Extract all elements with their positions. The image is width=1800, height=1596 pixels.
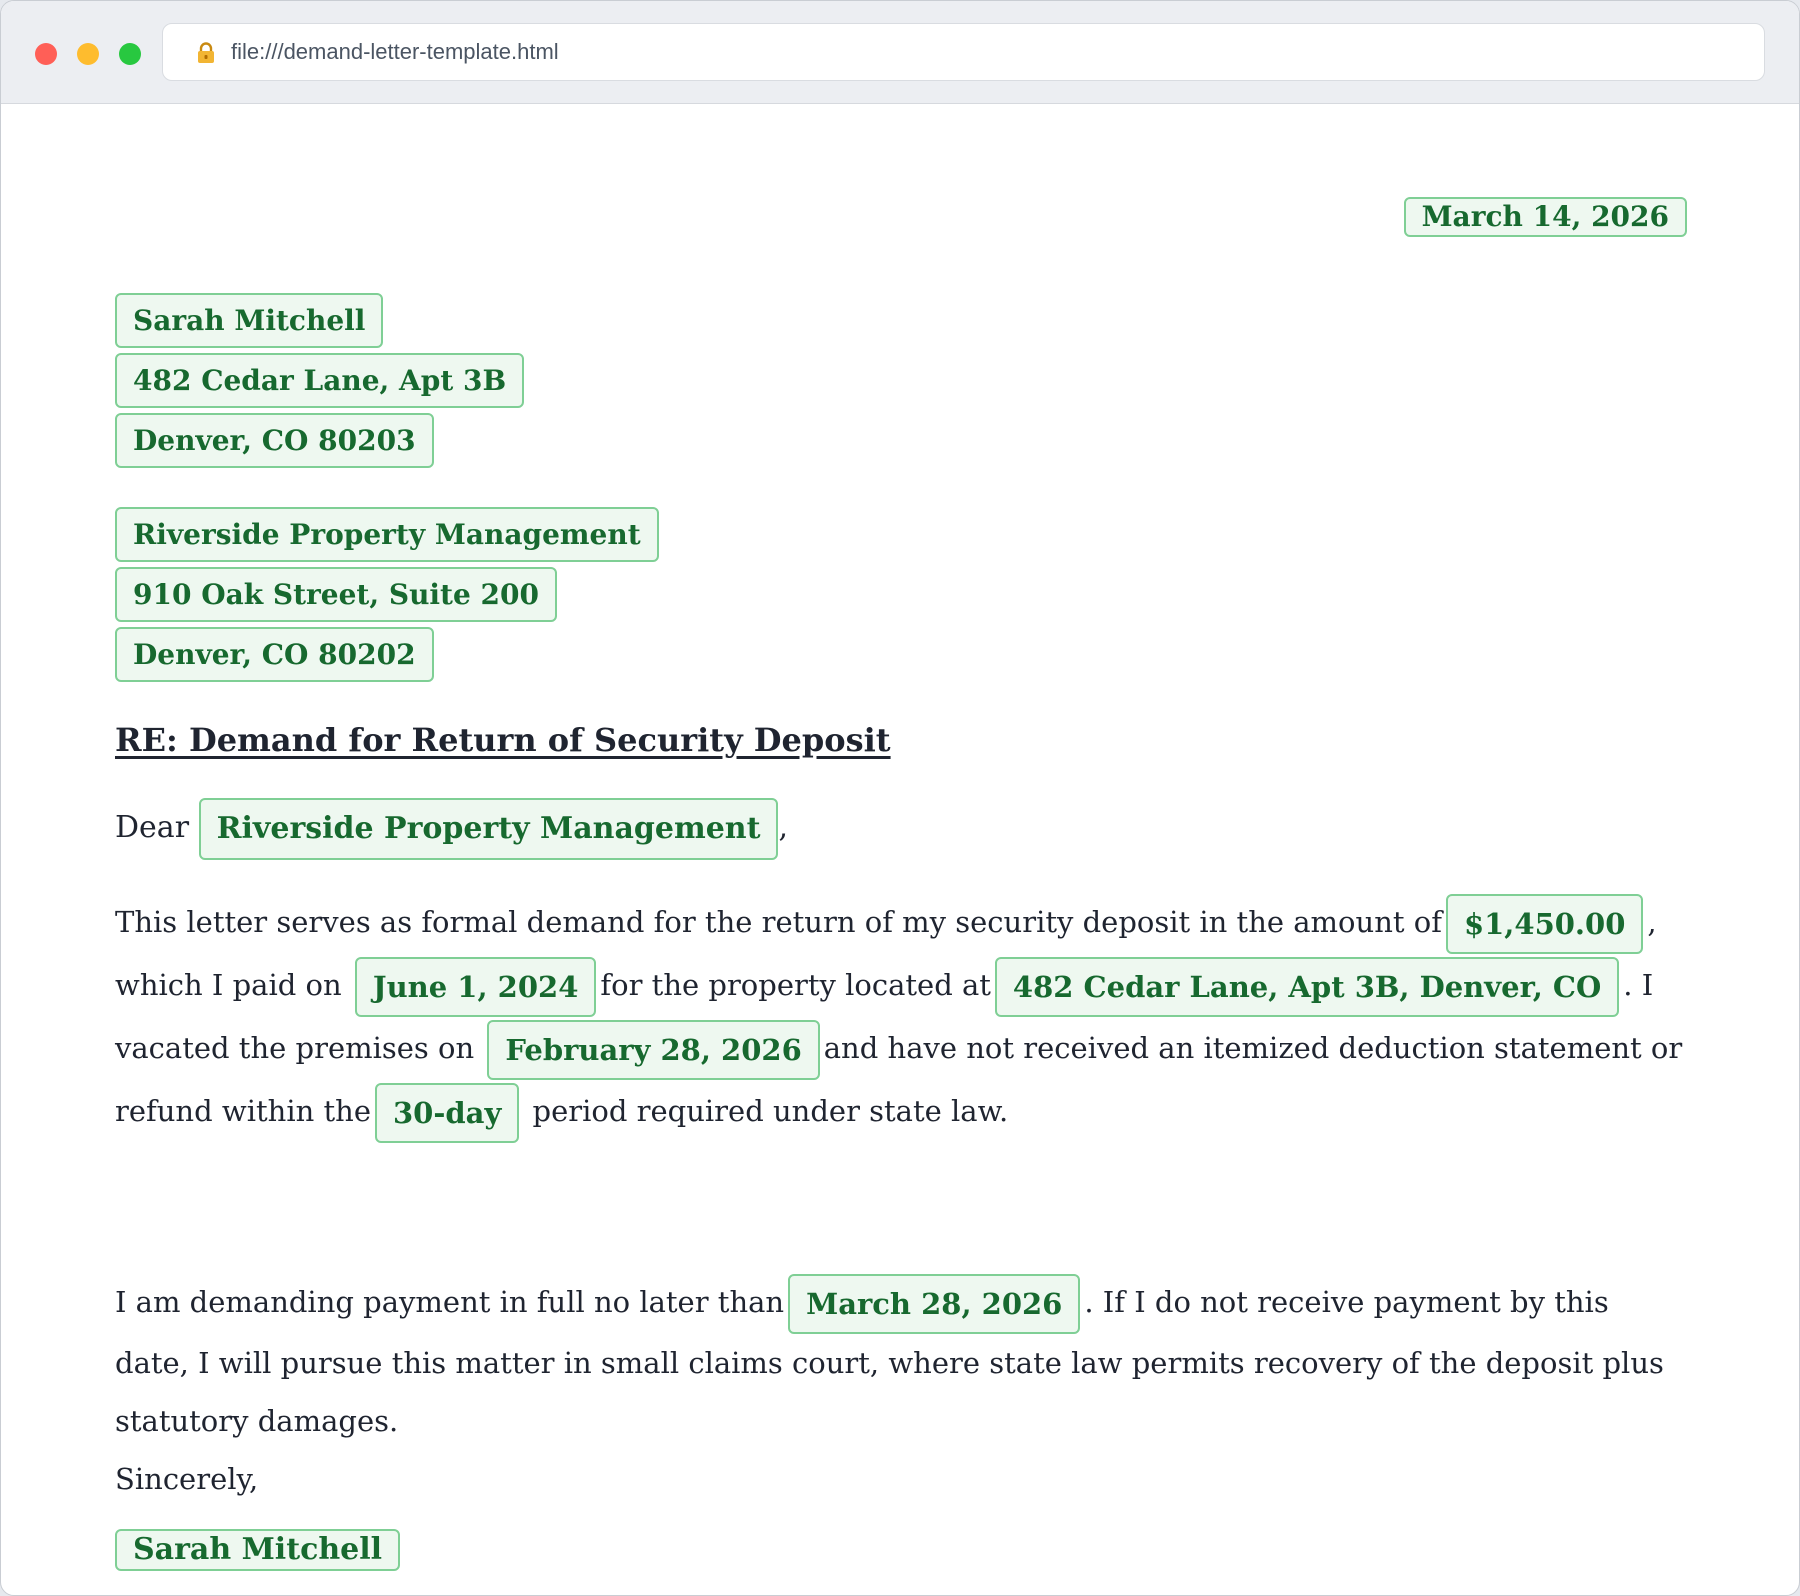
salutation-comma: , xyxy=(778,810,789,845)
maximize-window-button[interactable] xyxy=(119,43,141,65)
recipient-address-line1-field[interactable]: 910 Oak Street, Suite 200 xyxy=(115,567,557,622)
return-period-field[interactable]: 30-day xyxy=(375,1083,519,1143)
body1-text-1: This letter serves as formal demand for the return of my security deposit in the amount of xyxy=(115,905,1442,939)
salutation xyxy=(115,797,788,860)
lock-icon xyxy=(197,42,215,64)
body1-text-6: period required under state law. xyxy=(532,1094,1009,1128)
sender-address-line2-field[interactable]: Denver, CO 80203 xyxy=(115,413,434,468)
sender-address-line1-field[interactable]: 482 Cedar Lane, Apt 3B xyxy=(115,353,524,408)
body-paragraph-2 xyxy=(115,1273,1687,1450)
salutation-name-field[interactable]: Riverside Property Management xyxy=(199,798,779,860)
close-window-button[interactable] xyxy=(35,43,57,65)
letter-date-field[interactable]: March 14, 2026 xyxy=(1404,197,1687,237)
body2-text-2: . If I do not receive payment by this date, I will pursue this matter in small claims court, where state law permits recovery of the deposit plus statutory damages. xyxy=(115,1285,1664,1438)
body1-text-3: for the property located at xyxy=(600,968,991,1002)
vacated-date-field[interactable]: February 28, 2026 xyxy=(487,1020,819,1080)
recipient-name-field[interactable]: Riverside Property Management xyxy=(115,507,659,562)
sender-name-field[interactable]: Sarah Mitchell xyxy=(115,293,383,348)
paid-date-field[interactable]: June 1, 2024 xyxy=(355,957,597,1017)
recipient-address-line2-field[interactable]: Denver, CO 80202 xyxy=(115,627,434,682)
closing: Sincerely, xyxy=(115,1462,259,1496)
body1-text-5: and have not received an itemized deduction statement or refund within the xyxy=(115,1031,1683,1128)
address-bar[interactable] xyxy=(162,23,1765,81)
signature-name-field[interactable]: Sarah Mitchell xyxy=(115,1529,400,1571)
body1-text-4: . I vacated the premises on xyxy=(115,968,1654,1065)
body-paragraph-1 xyxy=(115,891,1687,1143)
property-address-field[interactable]: 482 Cedar Lane, Apt 3B, Denver, CO xyxy=(995,957,1619,1017)
salutation-prefix: Dear xyxy=(115,810,190,845)
browser-titlebar xyxy=(1,1,1799,104)
deposit-amount-field[interactable]: $1,450.00 xyxy=(1446,894,1643,954)
deadline-date-field[interactable]: March 28, 2026 xyxy=(788,1274,1080,1334)
minimize-window-button[interactable] xyxy=(77,43,99,65)
recipient-address-block xyxy=(115,507,659,687)
subject-line: RE: Demand for Return of Security Deposit xyxy=(115,721,891,759)
url-text[interactable]: file:///demand-letter-template.html xyxy=(231,39,559,64)
body2-text-1: I am demanding payment in full no later than xyxy=(115,1285,785,1319)
signature-line xyxy=(115,1529,400,1571)
letter-date-line xyxy=(1404,197,1687,237)
sender-address-block xyxy=(115,293,524,473)
body1-text-2: , which I paid on xyxy=(115,905,1657,1002)
